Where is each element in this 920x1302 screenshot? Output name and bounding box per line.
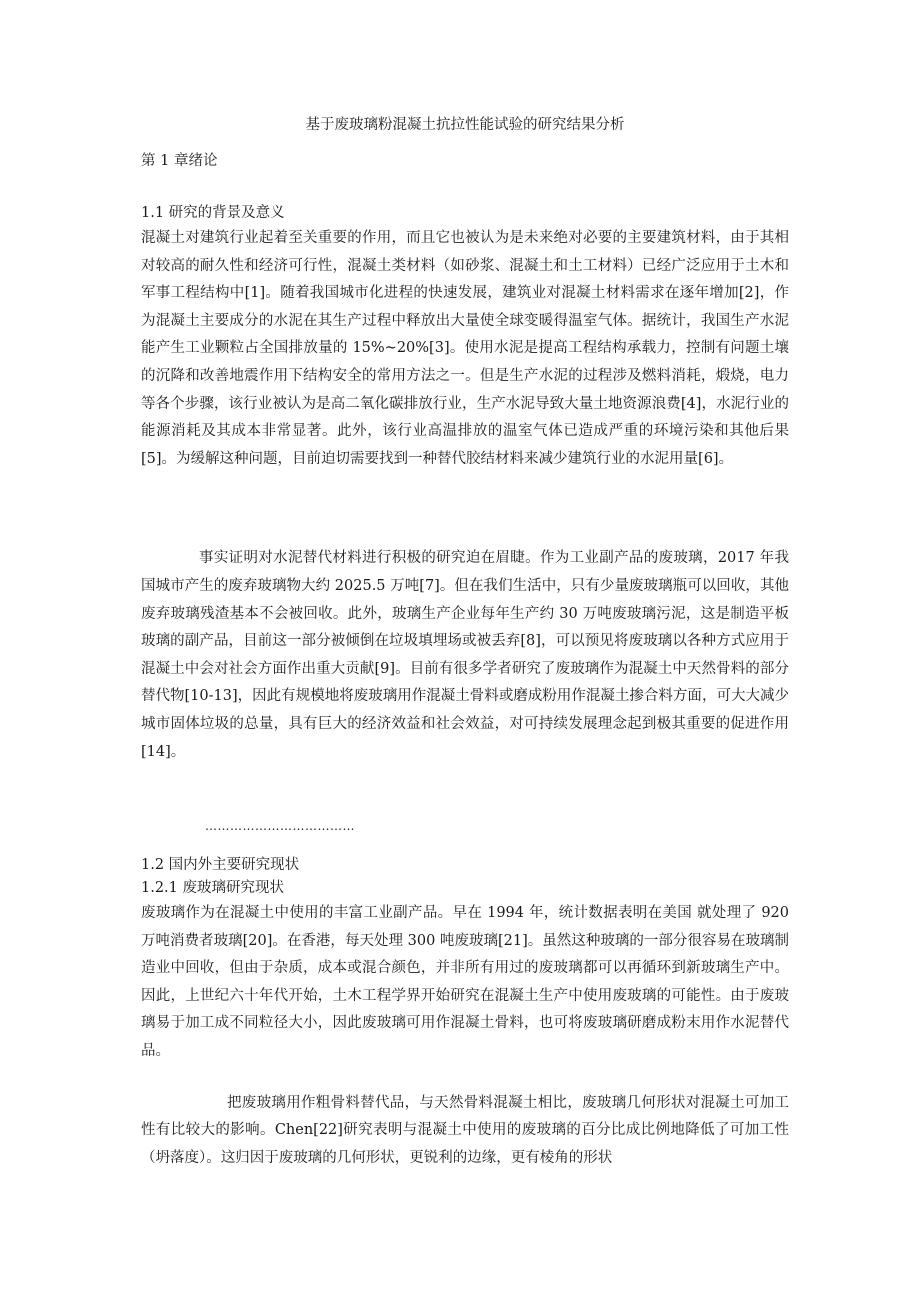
chapter-heading: 第 1 章绪论 xyxy=(141,153,218,169)
paragraph-waste-glass-status: 废玻璃作为在混凝土中使用的丰富工业副产品。早在 1994 年，统计数据表明在美国 就处理了 920 万吨消费者玻璃[20]。在香港，每天处理 300 吨废玻璃[21]。虽然这种玻璃的一部分很容易在玻璃制造业中回收，但由于杂质，成本或混合颜色，并非所有用过的废玻璃都可以再循环到新玻璃生产中。因此，上世纪六十年代开始，土木工程学界开始研究在混凝土生产中使用废玻璃的可能性。由于废玻璃易于加工成不同粒径大小，因此废玻璃可用作混凝土骨料，也可将废玻璃研磨成粉末用作水泥替代品。 xyxy=(141,905,789,1060)
ellipsis-separator: ……………………………… xyxy=(205,819,355,834)
paragraph-cement-replacement: 事实证明对水泥替代材料进行积极的研究迫在眉睫。作为工业副产品的废玻璃，2017 年我国城市产生的废弃玻璃物大约 2025.5 万吨[7]。但在我们生活中，只有少量废玻璃瓶可以回收，其他废弃玻璃残渣基本不会被回收。此外，玻璃生产企业每年生产约 30 万吨废玻璃污泥，这是制造平板玻璃的副产品，目前这一部分被倾倒在垃圾填埋场或被丢弃[8]，可以预见将废玻璃以各种方式应用于混凝土中会对社会方面作出重大贡献[9]。目前有很多学者研究了废玻璃作为混凝土中天然骨料的部分替代物[10-13]，因此有规模地将废玻璃用作混凝土骨料或磨成粉用作混凝土掺合料方面，可大大减少城市固体垃圾的总量，具有巨大的经济效益和社会效益，对可持续发展理念起到极其重要的促进作用[14]。 xyxy=(141,550,789,760)
document-title: 基于废玻璃粉混凝土抗拉性能试验的研究结果分析 xyxy=(305,117,625,133)
spacer xyxy=(141,473,789,545)
spacer xyxy=(141,766,789,816)
spacer xyxy=(141,1066,789,1090)
document-body xyxy=(141,112,789,1172)
section-heading-1-2: 1.2 国内外主要研究现状 xyxy=(141,857,300,874)
subsection-heading-1-2-1: 1.2.1 废玻璃研究现状 xyxy=(141,880,285,897)
section-heading-1-1: 1.1 研究的背景及意义 xyxy=(141,205,285,221)
paragraph-background: 混凝土对建筑行业起着至关重要的作用，而且它也被认为是未来绝对必要的主要建筑材料，由于其相对较高的耐久性和经济可行性，混凝土类材料（如砂浆、混凝土和土工材料）已经广泛应用于土木和军事工程结构中[1]。随着我国城市化进程的快速发展，建筑业对混凝土材料需求在逐年增加[2]，作为混凝土主要成分的水泥在其生产过程中释放出大量使全球变暖得温室气体。据统计，我国生产水泥能产生工业颗粒占全国排放量的 15%~20%[3]。使用水泥是提高工程结构承载力，控制有问题土壤的沉降和改善地震作用下结构安全的常用方法之一。但是生产水泥的过程涉及燃料消耗，煅烧，电力等各个步骤，该行业被认为是高二氧化碳排放行业，生产水泥导致大量土地资源浪费[4]，水泥行业的能源消耗及其成本非常显著。此外，该行业高温排放的温室气体已造成严重的环境污染和其他后果[5]。为缓解这种问题，目前迫切需要找到一种替代胶结材料来减少建筑行业的水泥用量[6]。 xyxy=(141,230,789,467)
paragraph-coarse-aggregate: 把废玻璃用作粗骨料替代品，与天然骨料混凝土相比，废玻璃几何形状对混凝土可加工性有比较大的影响。Chen[22]研究表明与混凝土中使用的废玻璃的百分比成比例地降低了可加工性（坍落度）。这归因于废玻璃的几何形状，更锐利的边缘，更有棱角的形状 xyxy=(141,1094,789,1166)
